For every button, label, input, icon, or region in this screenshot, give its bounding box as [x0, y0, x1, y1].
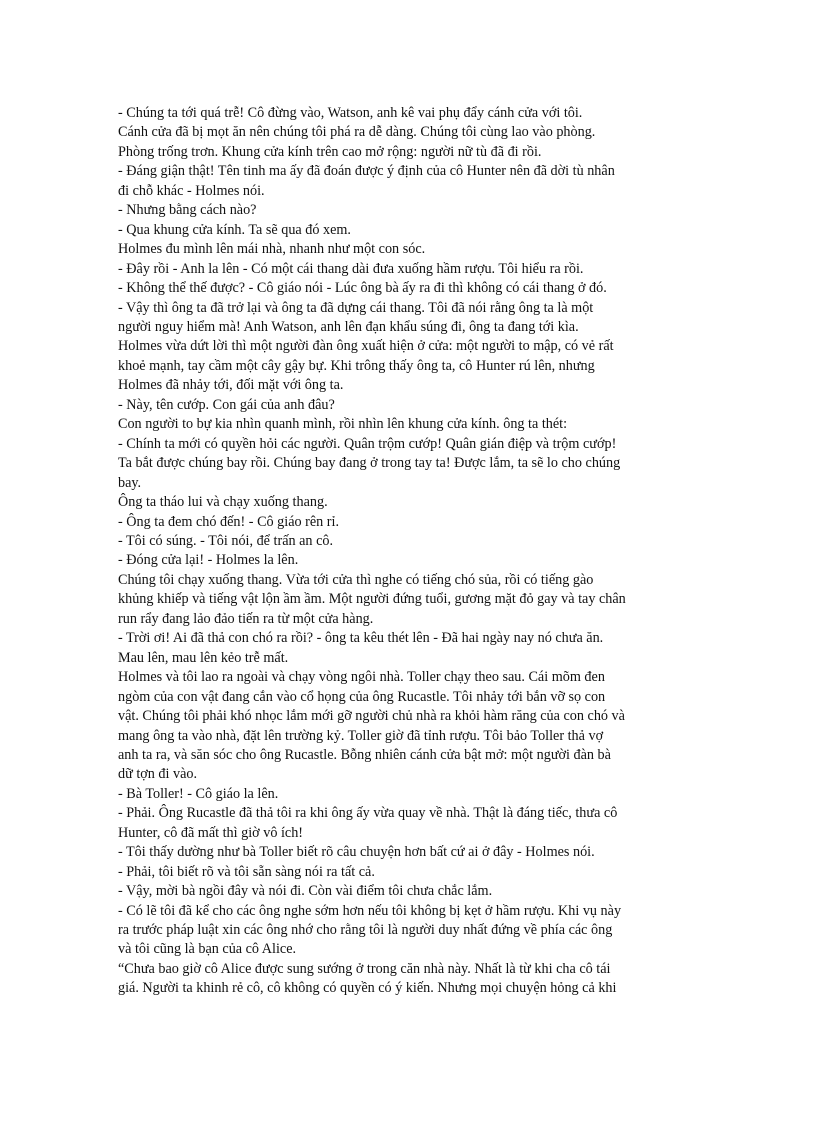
text-line: Holmes đã nhảy tới, đối mặt với ông ta.	[118, 377, 344, 394]
text-line: - Không thể thế được? - Cô giáo nói - Lúc ông bà ấy ra đi thì không có cái thang ở đó.	[118, 280, 607, 297]
text-line: - Vậy, mời bà ngồi đây và nói đi. Còn vài điểm tôi chưa chắc lắm.	[118, 883, 493, 900]
text-line: Holmes đu mình lên mái nhà, nhanh như một con sóc.	[118, 241, 426, 258]
text-line: “Chưa bao giờ cô Alice được sung sướng ở trong căn nhà này. Nhất là từ khi cha cô tái	[118, 960, 611, 977]
text-line: ra trước pháp luật xin các ông nhớ cho rằng tôi là người duy nhất đứng về phía các ông	[118, 922, 613, 939]
text-line: bay.	[118, 474, 142, 491]
text-line: khủng khiếp và tiếng vật lộn ầm ầm. Một người đứng tuổi, gương mặt đỏ gay và tay chân	[118, 591, 626, 608]
text-line: Ta bắt được chúng bay rồi. Chúng bay đang ở trong tay ta! Được lắm, ta sẽ lo cho chúng	[118, 455, 621, 472]
text-line: - Chúng ta tới quá trễ! Cô đừng vào, Watson, anh kê vai phụ đẩy cánh cửa với tôi.	[118, 105, 583, 121]
text-line: - Này, tên cướp. Con gái của anh đâu?	[118, 396, 335, 413]
text-line: - Chính ta mới có quyền hỏi các người. Quân trộm cướp! Quân gián điệp và trộm cướp!	[118, 435, 617, 452]
text-line: - Đây rồi - Anh la lên - Có một cái thang dài đưa xuống hầm rượu. Tôi hiểu ra rồi.	[118, 260, 584, 277]
text-line: - Phải. Ông Rucastle đã thả tôi ra khi ông ấy vừa quay về nhà. Thật là đáng tiếc, thưa cô	[118, 805, 618, 822]
text-line: Mau lên, mau lên kẻo trễ mất.	[118, 649, 289, 666]
document-body	[118, 104, 698, 999]
text-line: Holmes vừa dứt lời thì một người đàn ông xuất hiện ở cửa: một người to mập, có vẻ rất	[118, 338, 614, 355]
text-line: dữ tợn đi vào.	[118, 766, 198, 783]
text-line: - Qua khung cửa kính. Ta sẽ qua đó xem.	[118, 221, 351, 238]
text-line: vật. Chúng tôi phải khó nhọc lắm mới gỡ người chủ nhà ra khỏi hàm răng của con chó và	[118, 708, 625, 725]
text-line: người nguy hiểm mà! Anh Watson, anh lên đạn khẩu súng đi, ông ta đang tới kìa.	[118, 318, 579, 335]
text-line: Hunter, cô đã mất thì giờ vô ích!	[118, 824, 304, 841]
text-line: - Ông ta đem chó đến! - Cô giáo rên rỉ.	[118, 513, 340, 530]
text-line: - Vậy thì ông ta đã trở lại và ông ta đã dựng cái thang. Tôi đã nói rằng ông ta là một	[118, 299, 594, 316]
text-line: Chúng tôi chạy xuống thang. Vừa tới cửa thì nghe có tiếng chó sủa, rồi có tiếng gào	[118, 571, 594, 588]
text-line: anh ta ra, và săn sóc cho ông Rucastle. Bỗng nhiên cánh cửa bật mở: một người đàn bà	[118, 746, 611, 763]
text-line: run rẩy đang lảo đảo tiến ra từ một cửa hàng.	[118, 610, 374, 627]
text-line: giá. Người ta khinh rẻ cô, cô không có quyền có ý kiến. Nhưng mọi chuyện hỏng cả khi	[118, 980, 617, 997]
text-line: - Tôi có súng. - Tôi nói, để trấn an cô.	[118, 532, 334, 549]
text-line: - Bà Toller! - Cô giáo la lên.	[118, 785, 279, 802]
text-line: - Tôi thấy dường như bà Toller biết rõ câu chuyện hơn bất cứ ai ở đây - Holmes nói.	[118, 844, 595, 861]
text-line: - Nhưng bằng cách nào?	[118, 202, 257, 219]
text-line: Con người to bự kia nhìn quanh mình, rồi nhìn lên khung cửa kính. ông ta thét:	[118, 416, 568, 433]
text-line: khoẻ mạnh, tay cầm một cây gậy bự. Khi trông thấy ông ta, cô Hunter rú lên, nhưng	[118, 357, 595, 374]
text-line: - Đáng giận thật! Tên tinh ma ấy đã đoán được ý định của cô Hunter nên đã dời tù nhân	[118, 163, 615, 180]
text-line: và tôi cũng là bạn của cô Alice.	[118, 941, 297, 958]
text-line: - Phải, tôi biết rõ và tôi sẵn sàng nói ra tất cả.	[118, 863, 375, 880]
text-line: Ông ta tháo lui và chạy xuống thang.	[118, 494, 328, 511]
text-line: - Đóng cửa lại! - Holmes la lên.	[118, 552, 299, 569]
text-line: mang ông ta vào nhà, đặt lên trường kỷ. Toller giờ đã tỉnh rượu. Tôi bảo Toller thả vợ	[118, 727, 604, 744]
text-line: - Trời ơi! Ai đã thả con chó ra rồi? - ông ta kêu thét lên - Đã hai ngày nay nó chưa ăn.	[118, 630, 604, 647]
text-line: ngòm của con vật đang cắn vào cổ họng của ông Rucastle. Tôi nhảy tới bắn vỡ sọ con	[118, 688, 606, 705]
text-line: đi chỗ khác - Holmes nói.	[118, 182, 265, 199]
text-line: Cánh cửa đã bị mọt ăn nên chúng tôi phá ra dễ dàng. Chúng tôi cùng lao vào phòng.	[118, 124, 596, 141]
text-line: Phòng trống trơn. Khung cửa kính trên cao mở rộng: người nữ tù đã đi rồi.	[118, 143, 542, 160]
text-line: - Có lẽ tôi đã kể cho các ông nghe sớm hơn nếu tôi không bị kẹt ở hầm rượu. Khi vụ này	[118, 902, 622, 919]
text-line: Holmes và tôi lao ra ngoài và chạy vòng ngôi nhà. Toller chạy theo sau. Cái mõm đen	[118, 669, 605, 686]
